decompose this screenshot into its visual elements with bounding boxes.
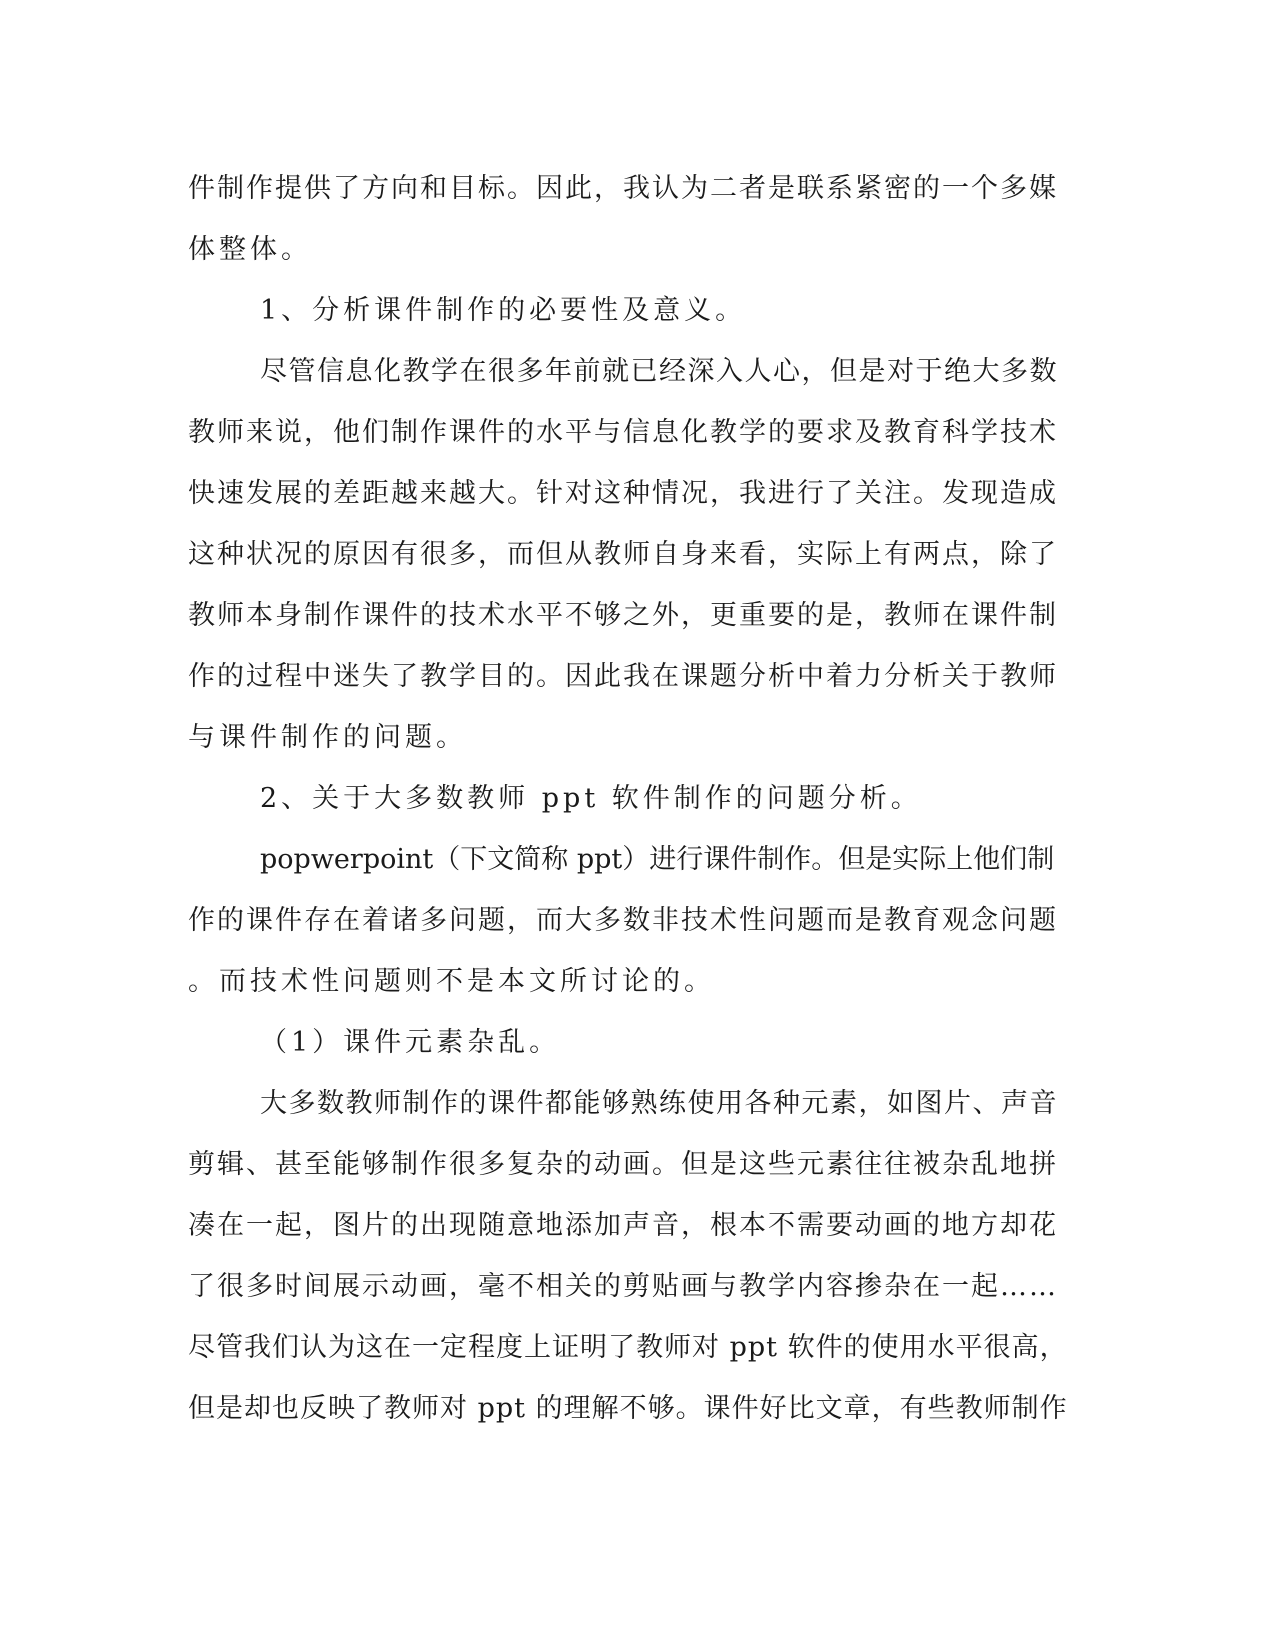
text-line: 但是却也反映了教师对 ppt 的理解不够。课件好比文章，有些教师制作 bbox=[188, 1393, 1068, 1424]
document-body bbox=[188, 158, 1068, 1439]
text-line: 快速发展的差距越来越大。针对这种情况，我进行了关注。发现造成 bbox=[188, 478, 1058, 509]
text-line: 大多数教师制作的课件都能够熟练使用各种元素，如图片、声音 bbox=[260, 1088, 1058, 1119]
text-line: 作的过程中迷失了教学目的。因此我在课题分析中着力分析关于教师 bbox=[188, 661, 1058, 692]
text-line: 教师本身制作课件的技术水平不够之外，更重要的是，教师在课件制 bbox=[188, 600, 1058, 631]
text-line: 凑在一起，图片的出现随意地添加声音，根本不需要动画的地方却花 bbox=[188, 1210, 1058, 1241]
text-line: 体整体。 bbox=[188, 234, 312, 265]
text-line: 了很多时间展示动画，毫不相关的剪贴画与教学内容掺杂在一起…… bbox=[188, 1271, 1058, 1302]
text-line: 2、关于大多数教师 ppt 软件制作的问题分析。 bbox=[260, 783, 922, 814]
text-line: 1、分析课件制作的必要性及意义。 bbox=[260, 295, 747, 326]
text-line: （1）课件元素杂乱。 bbox=[260, 1027, 561, 1058]
text-line: 与课件制作的问题。 bbox=[188, 722, 467, 753]
text-line: 作的课件存在着诸多问题，而大多数非技术性问题而是教育观念问题 bbox=[188, 905, 1058, 936]
text-line: 教师来说，他们制作课件的水平与信息化教学的要求及教育科学技术 bbox=[188, 417, 1058, 448]
text-line: 件制作提供了方向和目标。因此，我认为二者是联系紧密的一个多媒 bbox=[188, 173, 1058, 204]
text-line: 尽管我们认为这在一定程度上证明了教师对 ppt 软件的使用水平很高， bbox=[188, 1332, 1068, 1363]
text-line: 。而技术性问题则不是本文所讨论的。 bbox=[188, 966, 715, 997]
text-line: 尽管信息化教学在很多年前就已经深入人心，但是对于绝大多数 bbox=[260, 356, 1058, 387]
text-line: 剪辑、甚至能够制作很多复杂的动画。但是这些元素往往被杂乱地拼 bbox=[188, 1149, 1058, 1180]
text-line: popwerpoint（下文简称 ppt）进行课件制作。但是实际上他们制 bbox=[260, 844, 1055, 875]
text-line: 这种状况的原因有很多，而但从教师自身来看，实际上有两点，除了 bbox=[188, 539, 1058, 570]
